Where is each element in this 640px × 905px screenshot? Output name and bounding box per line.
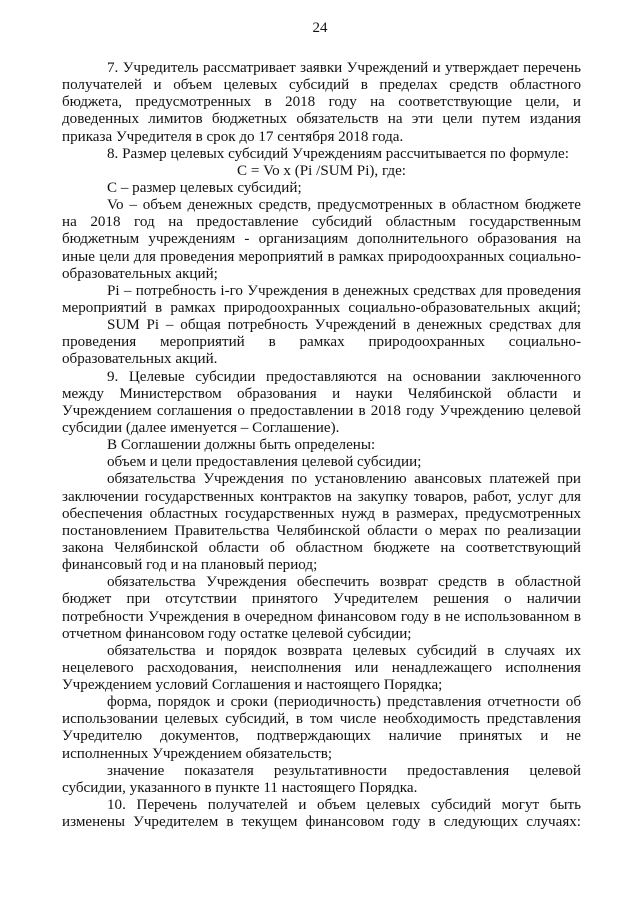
text-line: закона Челябинской области об областном бюджете на соответствующий [62, 539, 581, 556]
text-line: исполненных Учреждением обязательств; [62, 745, 333, 762]
page-number: 24 [312, 20, 328, 36]
text-line: Учреждением соглашения о предоставлении в 2018 году Учреждению целевой [62, 402, 581, 419]
text-line: на 2018 год на предоставление субсидий областным государственным [62, 214, 581, 231]
text-line: доведенных лимитов бюджетных обязательств на эти цели путем издания [62, 111, 581, 128]
text-line: мероприятий в рамках природоохранных социально-образовательных акций; [62, 299, 581, 316]
text-line: нецелевого расходования, неисполнения или ненадлежащего исполнения [62, 659, 581, 676]
text-line: иные цели для проведения мероприятий в рамках природоохранных социально- [62, 248, 581, 265]
text-line: Учреждением условий Соглашения и настоящего Порядка; [62, 677, 443, 694]
text-line: бюджета, предусмотренных в 2018 году на соответствующие цели, и [62, 94, 581, 111]
text-line: между Министерством образования и науки Челябинской области и [62, 385, 581, 402]
text-line: использовании целевых субсидий, в том числе необходимость представления [62, 711, 581, 728]
text-line: отчетном финансовом году остатке целевой субсидии; [62, 625, 412, 642]
text-line: обязательства и порядок возврата целевых субсидий в случаях их [107, 642, 581, 659]
text-line: Pi – потребность i-го Учреждения в денежных средствах для проведения [107, 282, 581, 299]
text-line: субсидии (далее именуется – Соглашение). [62, 419, 340, 436]
text-line: объем и цели предоставления целевой субсидии; [107, 454, 422, 471]
formula-line: С = Vo x (Pi /SUM Pi), где: [237, 162, 406, 179]
text-line: значение показателя результативности предоставления целевой [107, 762, 581, 779]
text-line: обязательства Учреждения обеспечить возврат средств в областной [107, 574, 581, 591]
text-line: приказа Учредителя в срок до 17 сентября 2018 года. [62, 128, 404, 145]
text-line: бюджетным учреждениям - организациям дополнительного образования на [62, 231, 581, 248]
text-line: SUM Pi – общая потребность Учреждений в денежных средствах для [107, 317, 581, 334]
text-line: 7. Учредитель рассматривает заявки Учреждений и утверждает перечень [107, 60, 581, 76]
text-line: проведения мероприятий в рамках природоохранных социально- [62, 334, 581, 351]
text-line: 9. Целевые субсидии предоставляются на основании заключенного [107, 368, 581, 385]
text-line: заключении государственных контрактов на закупку товаров, работ, услуг для [62, 488, 581, 505]
text-line: субсидии, указанного в пункте 11 настоящего Порядка. [62, 779, 418, 796]
text-line: обязательства Учреждения по установлению авансовых платежей при [107, 471, 581, 488]
text-line: изменены Учредителем в текущем финансовом году в следующих случаях: [62, 814, 581, 831]
text-line: Учредителю документов, подтверждающих наличие принятых и не [62, 728, 581, 745]
text-line: получателей и объем целевых субсидий в пределах средств областного [62, 77, 581, 94]
text-line: образовательных акций. [62, 351, 218, 368]
text-line: бюджет при отсутствии принятого Учредителем решения о наличии [62, 591, 581, 608]
text-line: 10. Перечень получателей и объем целевых субсидий могут быть [107, 797, 581, 814]
document-body [62, 60, 581, 831]
text-line: обеспечения областных государственных нужд в размерах, предусмотренных [62, 505, 581, 522]
text-line: потребности Учреждения в очередном финансовом году в не использованном в [62, 608, 581, 625]
text-line: форма, порядок и сроки (периодичность) представления отчетности об [107, 694, 581, 711]
text-line: Vo – объем денежных средств, предусмотренных в областном бюджете [107, 197, 581, 214]
text-line: В Соглашении должны быть определены: [107, 437, 376, 454]
text-line: образовательных акций; [62, 265, 218, 282]
text-line: С – размер целевых субсидий; [107, 179, 302, 196]
text-line: постановлением Правительства Челябинской области о мерах по реализации [62, 522, 581, 539]
text-line: 8. Размер целевых субсидий Учреждениям рассчитывается по формуле: [107, 145, 569, 162]
text-line: финансовый год и на плановый период; [62, 557, 318, 574]
